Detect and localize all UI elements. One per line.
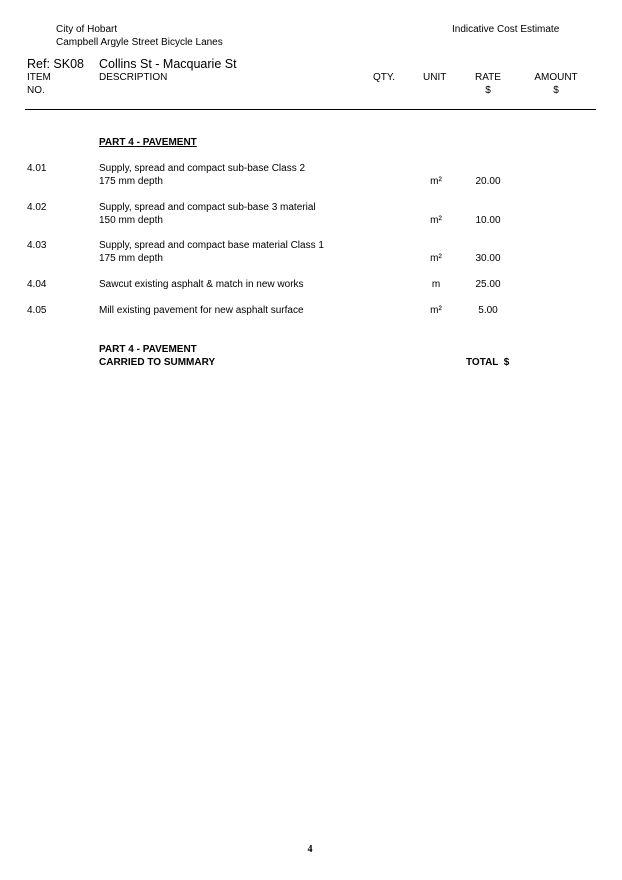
document-type: Indicative Cost Estimate	[452, 24, 560, 35]
item-number: 4.04	[27, 279, 47, 290]
col-header-rate: RATE	[475, 72, 501, 83]
col-header-item: ITEM	[27, 72, 51, 83]
org-name: City of Hobart	[56, 24, 118, 35]
item-number: 4.03	[27, 240, 47, 251]
item-unit: m²	[430, 215, 442, 226]
project-name: Campbell Argyle Street Bicycle Lanes	[56, 37, 223, 48]
item-description-detail: 150 mm depth	[99, 215, 163, 226]
col-header-description: DESCRIPTION	[99, 72, 168, 83]
col-header-amount-currency: $	[553, 85, 559, 96]
col-header-rate-currency: $	[485, 85, 491, 96]
item-number: 4.05	[27, 305, 47, 316]
item-rate: 20.00	[475, 176, 501, 187]
reference-number: Ref: SK08	[27, 57, 84, 71]
summary-section-title: PART 4 - PAVEMENT	[99, 344, 197, 355]
item-description: Mill existing pavement for new asphalt surface	[99, 305, 304, 316]
item-description-detail: 175 mm depth	[99, 176, 163, 187]
total-label: TOTAL $	[466, 357, 510, 368]
col-header-amount: AMOUNT	[534, 72, 578, 83]
section-title: PART 4 - PAVEMENT	[99, 137, 197, 148]
location-title: Collins St - Macquarie St	[99, 57, 237, 71]
page-number: 4	[307, 844, 313, 855]
item-description: Supply, spread and compact sub-base 3 material	[99, 202, 316, 213]
item-description: Supply, spread and compact base material Class 1	[99, 240, 324, 251]
col-header-item-no: NO.	[27, 85, 45, 96]
col-header-unit: UNIT	[423, 72, 447, 83]
item-number: 4.02	[27, 202, 47, 213]
item-unit: m²	[430, 176, 442, 187]
item-unit: m	[431, 279, 441, 290]
summary-carried-label: CARRIED TO SUMMARY	[99, 357, 216, 368]
item-number: 4.01	[27, 163, 47, 174]
header-divider	[25, 109, 596, 110]
item-description: Sawcut existing asphalt & match in new works	[99, 279, 304, 290]
item-rate: 25.00	[475, 279, 501, 290]
item-rate: 30.00	[475, 253, 501, 264]
item-unit: m²	[430, 305, 442, 316]
item-description-detail: 175 mm depth	[99, 253, 163, 264]
item-unit: m²	[430, 253, 442, 264]
item-rate: 5.00	[478, 305, 498, 316]
item-rate: 10.00	[475, 215, 501, 226]
item-description: Supply, spread and compact sub-base Class 2	[99, 163, 306, 174]
col-header-qty: QTY.	[373, 72, 396, 83]
